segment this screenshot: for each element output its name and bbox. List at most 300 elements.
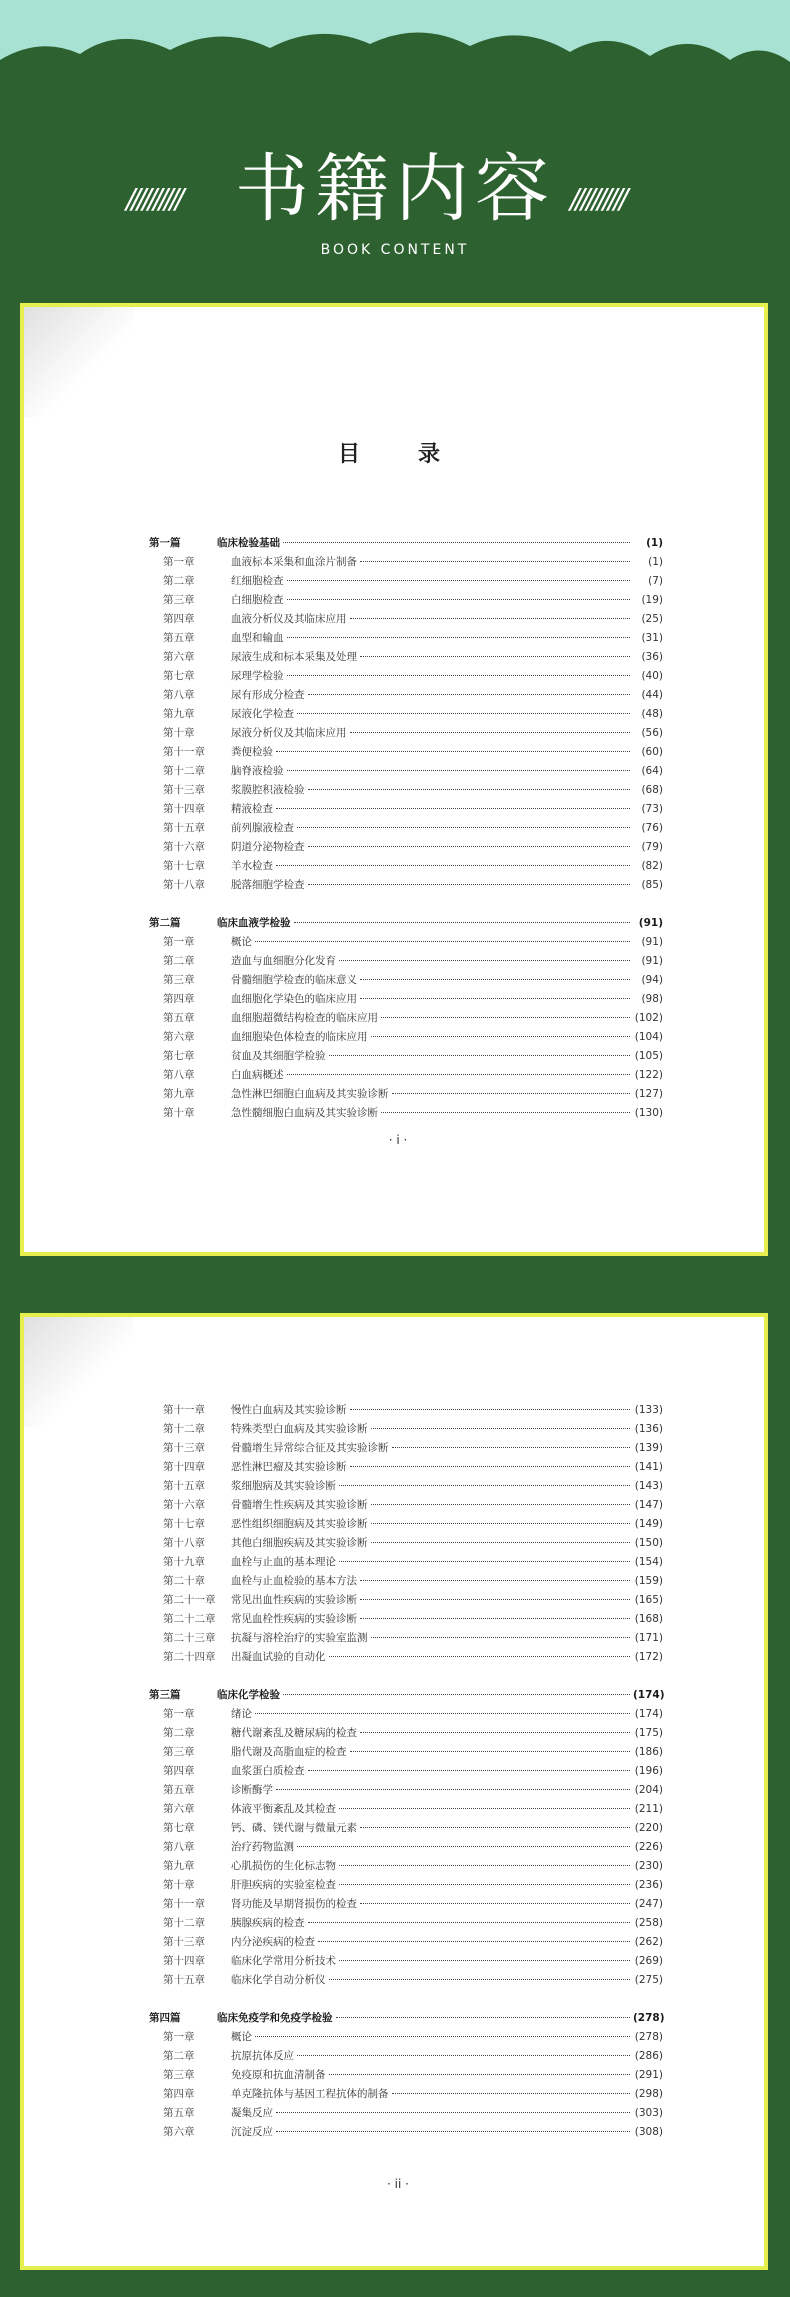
toc-entry-page: (262) <box>634 1936 663 1948</box>
dot-leader <box>350 1409 631 1410</box>
toc-chapter-entry <box>149 1763 663 1782</box>
dot-leader <box>371 1036 631 1037</box>
toc-chapter-entry <box>149 1915 663 1934</box>
toc-chapter-entry <box>149 763 663 782</box>
toc-entry-title: 糖代谢紊乱及糖尿病的检查 <box>231 1727 357 1739</box>
toc-entry-title: 浆细胞病及其实验诊断 <box>231 1480 336 1492</box>
toc-entry-page: (247) <box>634 1898 663 1910</box>
toc-entry-page: (174) <box>634 1708 663 1720</box>
dot-leader <box>283 542 630 543</box>
toc-entry-page: (174) <box>633 1689 665 1701</box>
toc-entry-title: 抗原抗体反应 <box>231 2050 294 2062</box>
toc-entry-label: 第四篇 <box>149 2012 181 2024</box>
toc-chapter-entry <box>149 668 663 687</box>
toc-entry-title: 红细胞检查 <box>231 575 284 587</box>
toc-entry-label: 第二篇 <box>149 917 181 929</box>
toc-entry-page: (230) <box>634 1860 663 1872</box>
toc-chapter-entry <box>149 725 663 744</box>
toc-entry-title: 血细胞化学染色的临床应用 <box>231 993 357 1005</box>
toc-chapter-entry <box>149 649 663 668</box>
toc-chapter-entry <box>149 1858 663 1877</box>
toc-chapter-entry <box>149 1801 663 1820</box>
toc-chapter-entry <box>149 877 663 896</box>
toc-entry-title: 血型和输血 <box>231 632 284 644</box>
dot-leader <box>392 1447 631 1448</box>
toc-entry-label: 第一篇 <box>149 537 181 549</box>
dot-leader <box>360 1903 630 1904</box>
toc-entry-title: 凝集反应 <box>231 2107 273 2119</box>
toc-chapter-entry <box>149 2067 663 2086</box>
page-title: 书籍内容 <box>235 146 555 232</box>
toc-entry-page: (127) <box>634 1088 663 1100</box>
toc-entry-page: (298) <box>634 2088 663 2100</box>
toc-entry-title: 前列腺液检查 <box>231 822 294 834</box>
toc-entry-title: 精液检查 <box>231 803 273 815</box>
dot-leader <box>255 1713 630 1714</box>
toc-chapter-entry <box>149 801 663 820</box>
toc-entry-label: 第四章 <box>163 2088 195 2100</box>
dot-leader <box>371 1428 631 1429</box>
toc-chapter-entry <box>149 2029 663 2048</box>
toc-entry-label: 第五章 <box>163 1012 195 1024</box>
toc-entry-label: 第一章 <box>163 1708 195 1720</box>
dot-leader <box>276 2112 630 2113</box>
toc-entry-page: (40) <box>641 670 663 682</box>
toc-chapter-entry <box>149 839 663 858</box>
dot-leader <box>255 2036 630 2037</box>
toc-chapter-entry <box>149 2105 663 2124</box>
dot-leader <box>308 1922 631 1923</box>
toc-entry-title: 羊水检查 <box>231 860 273 872</box>
toc-heading: 目 录 <box>337 441 458 467</box>
toc-entry-title: 出凝血试验的自动化 <box>231 1651 326 1663</box>
toc-entry-label: 第七章 <box>163 670 195 682</box>
dot-leader <box>350 1466 631 1467</box>
toc-chapter-entry <box>149 744 663 763</box>
dot-leader <box>287 637 631 638</box>
toc-entry-page: (44) <box>641 689 663 701</box>
toc-entry-page: (60) <box>641 746 663 758</box>
toc-entry-label: 第九章 <box>163 708 195 720</box>
toc-entry-title: 骨髓细胞学检查的临床意义 <box>231 974 357 986</box>
dot-leader <box>360 998 630 999</box>
toc-entry-page: (91) <box>638 917 663 929</box>
toc-chapter-entry <box>149 554 663 573</box>
toc-entry-label: 第八章 <box>163 1069 195 1081</box>
toc-entry-title: 概论 <box>231 936 252 948</box>
toc-entry-page: (211) <box>634 1803 663 1815</box>
dot-leader <box>283 1694 630 1695</box>
toc-entry-label: 第二十章 <box>163 1575 205 1587</box>
toc-entry-page: (82) <box>641 860 663 872</box>
toc-chapter-entry <box>149 1048 663 1067</box>
toc-entry-page: (85) <box>641 879 663 891</box>
toc-entry-page: (139) <box>634 1442 663 1454</box>
toc-entry-title: 诊断酶学 <box>231 1784 273 1796</box>
dot-leader <box>308 789 631 790</box>
toc-entry-title: 抗凝与溶栓治疗的实验室监测 <box>231 1632 368 1644</box>
toc-chapter-entry <box>149 1440 663 1459</box>
toc-chapter-entry <box>149 991 663 1010</box>
toc-entry-page: (91) <box>641 936 663 948</box>
toc-entry-label: 第二十四章 <box>163 1651 216 1663</box>
toc-entry-page: (98) <box>641 993 663 1005</box>
dot-leader <box>297 713 630 714</box>
toc-entry-title: 钙、磷、镁代谢与微量元素 <box>231 1822 357 1834</box>
toc-entry-label: 第一章 <box>163 556 195 568</box>
toc-entry-title: 尿液生成和标本采集及处理 <box>231 651 357 663</box>
toc-entry-label: 第四章 <box>163 1765 195 1777</box>
dot-leader <box>297 1846 630 1847</box>
toc-chapter-entry <box>149 1029 663 1048</box>
toc-list-1 <box>149 535 663 1124</box>
toc-entry-title: 脂代谢及高脂血症的检查 <box>231 1746 347 1758</box>
toc-chapter-entry <box>149 1554 663 1573</box>
page-number: · i · <box>388 1133 408 1147</box>
toc-entry-label: 第四章 <box>163 613 195 625</box>
toc-entry-page: (122) <box>634 1069 663 1081</box>
dot-leader <box>371 1504 631 1505</box>
toc-entry-page: (168) <box>634 1613 663 1625</box>
dot-leader <box>287 1074 631 1075</box>
toc-entry-title: 临床检验基础 <box>217 537 280 549</box>
toc-part-entry <box>149 2010 663 2029</box>
dot-leader <box>287 675 631 676</box>
toc-chapter-entry <box>149 782 663 801</box>
toc-entry-title: 单克隆抗体与基因工程抗体的制备 <box>231 2088 389 2100</box>
toc-entry-page: (102) <box>634 1012 663 1024</box>
toc-entry-page: (7) <box>648 575 663 587</box>
toc-entry-label: 第十四章 <box>163 803 205 815</box>
toc-entry-page: (130) <box>634 1107 663 1119</box>
toc-chapter-entry <box>149 820 663 839</box>
dot-leader <box>371 1523 631 1524</box>
toc-entry-title: 阴道分泌物检查 <box>231 841 305 853</box>
toc-entry-title: 其他白细胞疾病及其实验诊断 <box>231 1537 368 1549</box>
toc-chapter-entry <box>149 1592 663 1611</box>
toc-entry-title: 临床化学常用分析技术 <box>231 1955 336 1967</box>
toc-entry-title: 尿理学检验 <box>231 670 284 682</box>
toc-entry-label: 第十三章 <box>163 1936 205 1948</box>
dot-leader <box>360 1618 630 1619</box>
toc-entry-title: 特殊类型白血病及其实验诊断 <box>231 1423 368 1435</box>
dot-leader <box>339 960 630 961</box>
dot-leader <box>371 1637 631 1638</box>
toc-chapter-entry <box>149 1535 663 1554</box>
toc-entry-title: 血细胞超微结构检查的临床应用 <box>231 1012 378 1024</box>
toc-entry-label: 第十一章 <box>163 1404 205 1416</box>
wave-decoration <box>0 0 790 80</box>
toc-entry-label: 第二章 <box>163 2050 195 2062</box>
toc-entry-label: 第二章 <box>163 955 195 967</box>
toc-chapter-entry <box>149 2086 663 2105</box>
toc-entry-label: 第二十三章 <box>163 1632 216 1644</box>
toc-entry-label: 第十三章 <box>163 1442 205 1454</box>
toc-entry-title: 常见出血性疾病的实验诊断 <box>231 1594 357 1606</box>
toc-entry-page: (150) <box>634 1537 663 1549</box>
toc-part-entry <box>149 535 663 554</box>
toc-entry-title: 慢性白血病及其实验诊断 <box>231 1404 347 1416</box>
dot-leader <box>308 884 631 885</box>
toc-entry-page: (68) <box>641 784 663 796</box>
toc-entry-title: 尿液分析仪及其临床应用 <box>231 727 347 739</box>
toc-entry-label: 第五章 <box>163 1784 195 1796</box>
toc-chapter-entry <box>149 858 663 877</box>
dot-leader <box>392 1093 631 1094</box>
toc-entry-label: 第六章 <box>163 2126 195 2138</box>
toc-entry-page: (196) <box>634 1765 663 1777</box>
toc-chapter-entry <box>149 1725 663 1744</box>
toc-entry-label: 第七章 <box>163 1050 195 1062</box>
toc-entry-page: (105) <box>634 1050 663 1062</box>
toc-chapter-entry <box>149 972 663 991</box>
toc-entry-page: (36) <box>641 651 663 663</box>
toc-entry-page: (133) <box>634 1404 663 1416</box>
toc-entry-label: 第八章 <box>163 1841 195 1853</box>
toc-entry-label: 第十二章 <box>163 765 205 777</box>
dot-leader <box>360 1599 630 1600</box>
toc-part-entry <box>149 915 663 934</box>
page-subtitle: BOOK CONTENT <box>320 242 470 258</box>
toc-chapter-entry <box>149 1402 663 1421</box>
toc-entry-title: 恶性淋巴瘤及其实验诊断 <box>231 1461 347 1473</box>
toc-entry-label: 第五章 <box>163 2107 195 2119</box>
toc-entry-page: (175) <box>634 1727 663 1739</box>
toc-entry-title: 概论 <box>231 2031 252 2043</box>
toc-spacer <box>149 1991 663 2010</box>
dot-leader <box>297 827 630 828</box>
toc-list-2 <box>149 1402 663 2143</box>
toc-entry-label: 第十章 <box>163 1107 195 1119</box>
toc-part-entry <box>149 1687 663 1706</box>
toc-entry-label: 第十八章 <box>163 1537 205 1549</box>
toc-entry-label: 第十章 <box>163 727 195 739</box>
toc-entry-page: (308) <box>634 2126 663 2138</box>
toc-entry-title: 血浆蛋白质检查 <box>231 1765 305 1777</box>
toc-entry-title: 尿有形成分检查 <box>231 689 305 701</box>
toc-entry-page: (291) <box>634 2069 663 2081</box>
toc-entry-title: 沉淀反应 <box>231 2126 273 2138</box>
toc-chapter-entry <box>149 611 663 630</box>
toc-chapter-entry <box>149 1934 663 1953</box>
toc-entry-title: 肝胆疾病的实验室检查 <box>231 1879 336 1891</box>
toc-entry-page: (147) <box>634 1499 663 1511</box>
toc-chapter-entry <box>149 1067 663 1086</box>
toc-spacer <box>149 1668 663 1687</box>
toc-entry-label: 第十一章 <box>163 746 205 758</box>
dot-leader <box>255 941 630 942</box>
toc-chapter-entry <box>149 1839 663 1858</box>
toc-chapter-entry <box>149 1611 663 1630</box>
dot-leader <box>350 1751 631 1752</box>
toc-chapter-entry <box>149 1782 663 1801</box>
dot-leader <box>336 2017 631 2018</box>
toc-entry-page: (149) <box>634 1518 663 1530</box>
toc-entry-label: 第六章 <box>163 1803 195 1815</box>
toc-entry-label: 第十四章 <box>163 1461 205 1473</box>
toc-entry-title: 内分泌疾病的检查 <box>231 1936 315 1948</box>
toc-entry-page: (1) <box>646 537 663 549</box>
toc-entry-label: 第十五章 <box>163 822 205 834</box>
toc-chapter-entry <box>149 1478 663 1497</box>
toc-entry-label: 第三篇 <box>149 1689 181 1701</box>
toc-page-1 <box>20 303 768 1256</box>
toc-entry-title: 免疫原和抗血清制备 <box>231 2069 326 2081</box>
toc-entry-title: 临床血液学检验 <box>217 917 291 929</box>
toc-chapter-entry <box>149 1877 663 1896</box>
toc-chapter-entry <box>149 1953 663 1972</box>
dot-leader <box>308 846 631 847</box>
dot-leader <box>329 1656 631 1657</box>
toc-entry-label: 第一章 <box>163 2031 195 2043</box>
toc-chapter-entry <box>149 1972 663 1991</box>
toc-entry-title: 白血病概述 <box>231 1069 284 1081</box>
toc-entry-label: 第九章 <box>163 1860 195 1872</box>
dot-leader <box>308 694 631 695</box>
toc-entry-title: 浆膜腔积液检验 <box>231 784 305 796</box>
toc-entry-label: 第十章 <box>163 1879 195 1891</box>
toc-entry-label: 第三章 <box>163 2069 195 2081</box>
toc-entry-page: (186) <box>634 1746 663 1758</box>
toc-entry-title: 血栓与止血检验的基本方法 <box>231 1575 357 1587</box>
toc-entry-label: 第十七章 <box>163 1518 205 1530</box>
toc-entry-title: 体液平衡紊乱及其检查 <box>231 1803 336 1815</box>
toc-entry-page: (64) <box>641 765 663 777</box>
toc-entry-title: 临床化学检验 <box>217 1689 280 1701</box>
toc-entry-label: 第三章 <box>163 594 195 606</box>
dot-leader <box>276 2131 630 2132</box>
toc-entry-title: 胰腺疾病的检查 <box>231 1917 305 1929</box>
toc-entry-page: (275) <box>634 1974 663 1986</box>
toc-chapter-entry <box>149 1896 663 1915</box>
toc-entry-title: 急性淋巴细胞白血病及其实验诊断 <box>231 1088 389 1100</box>
toc-entry-title: 血液分析仪及其临床应用 <box>231 613 347 625</box>
toc-entry-page: (48) <box>641 708 663 720</box>
dot-leader <box>360 561 630 562</box>
dot-leader <box>276 865 630 866</box>
toc-chapter-entry <box>149 1497 663 1516</box>
toc-entry-page: (1) <box>648 556 663 568</box>
toc-entry-label: 第九章 <box>163 1088 195 1100</box>
toc-entry-label: 第三章 <box>163 974 195 986</box>
toc-entry-page: (31) <box>641 632 663 644</box>
toc-entry-title: 心肌损伤的生化标志物 <box>231 1860 336 1872</box>
toc-entry-title: 粪便检验 <box>231 746 273 758</box>
toc-chapter-entry <box>149 1649 663 1668</box>
toc-chapter-entry <box>149 630 663 649</box>
toc-entry-label: 第十八章 <box>163 879 205 891</box>
toc-chapter-entry <box>149 1421 663 1440</box>
dot-leader <box>318 1941 630 1942</box>
toc-entry-label: 第一章 <box>163 936 195 948</box>
toc-chapter-entry <box>149 1820 663 1839</box>
toc-entry-page: (220) <box>634 1822 663 1834</box>
dot-leader <box>381 1017 630 1018</box>
toc-entry-label: 第四章 <box>163 993 195 1005</box>
dot-leader <box>287 580 631 581</box>
toc-entry-page: (141) <box>634 1461 663 1473</box>
dot-leader <box>392 2093 631 2094</box>
toc-entry-page: (19) <box>641 594 663 606</box>
toc-entry-page: (303) <box>634 2107 663 2119</box>
dot-leader <box>339 1808 630 1809</box>
toc-entry-label: 第二十一章 <box>163 1594 216 1606</box>
toc-entry-label: 第二章 <box>163 1727 195 1739</box>
toc-entry-label: 第十二章 <box>163 1423 205 1435</box>
toc-entry-page: (278) <box>634 2031 663 2043</box>
toc-entry-title: 血液标本采集和血涂片制备 <box>231 556 357 568</box>
toc-chapter-entry <box>149 687 663 706</box>
toc-entry-title: 常见血栓性疾病的实验诊断 <box>231 1613 357 1625</box>
toc-entry-label: 第六章 <box>163 651 195 663</box>
toc-chapter-entry <box>149 706 663 725</box>
toc-entry-page: (165) <box>634 1594 663 1606</box>
toc-entry-label: 第七章 <box>163 1822 195 1834</box>
toc-entry-page: (204) <box>634 1784 663 1796</box>
toc-chapter-entry <box>149 1010 663 1029</box>
toc-entry-label: 第二十二章 <box>163 1613 216 1625</box>
toc-entry-title: 血栓与止血的基本理论 <box>231 1556 336 1568</box>
toc-chapter-entry <box>149 1573 663 1592</box>
toc-entry-label: 第十三章 <box>163 784 205 796</box>
toc-entry-page: (94) <box>641 974 663 986</box>
toc-entry-page: (258) <box>634 1917 663 1929</box>
toc-entry-page: (143) <box>634 1480 663 1492</box>
page-number: · ii · <box>387 2177 409 2191</box>
dot-leader <box>350 732 631 733</box>
dot-leader <box>360 1580 630 1581</box>
toc-entry-label: 第二章 <box>163 575 195 587</box>
toc-entry-title: 脱落细胞学检查 <box>231 879 305 891</box>
toc-entry-page: (91) <box>641 955 663 967</box>
toc-chapter-entry <box>149 1630 663 1649</box>
toc-page-2 <box>20 1313 768 2270</box>
toc-entry-title: 绪论 <box>231 1708 252 1720</box>
toc-entry-title: 恶性组织细胞病及其实验诊断 <box>231 1518 368 1530</box>
dot-leader <box>381 1112 630 1113</box>
toc-entry-title: 治疗药物监测 <box>231 1841 294 1853</box>
dot-leader <box>308 1770 631 1771</box>
toc-chapter-entry <box>149 934 663 953</box>
header-banner <box>0 0 790 300</box>
dot-leader <box>339 1865 630 1866</box>
toc-entry-label: 第五章 <box>163 632 195 644</box>
toc-entry-label: 第十四章 <box>163 1955 205 1967</box>
toc-entry-label: 第十五章 <box>163 1974 205 1986</box>
dot-leader <box>297 2055 630 2056</box>
dot-leader <box>329 1055 631 1056</box>
dot-leader <box>339 1884 630 1885</box>
dot-leader <box>276 808 630 809</box>
toc-chapter-entry <box>149 2124 663 2143</box>
toc-entry-page: (171) <box>634 1632 663 1644</box>
dot-leader <box>294 922 631 923</box>
toc-entry-label: 第十七章 <box>163 860 205 872</box>
toc-entry-label: 第十一章 <box>163 1898 205 1910</box>
dot-leader <box>287 599 631 600</box>
toc-chapter-entry <box>149 1516 663 1535</box>
toc-entry-page: (25) <box>641 613 663 625</box>
toc-entry-page: (236) <box>634 1879 663 1891</box>
toc-entry-title: 临床化学自动分析仪 <box>231 1974 326 1986</box>
dot-leader <box>329 1979 631 1980</box>
toc-entry-label: 第六章 <box>163 1031 195 1043</box>
toc-chapter-entry <box>149 1459 663 1478</box>
toc-entry-label: 第三章 <box>163 1746 195 1758</box>
toc-chapter-entry <box>149 953 663 972</box>
dot-leader <box>276 1789 630 1790</box>
toc-entry-label: 第十五章 <box>163 1480 205 1492</box>
